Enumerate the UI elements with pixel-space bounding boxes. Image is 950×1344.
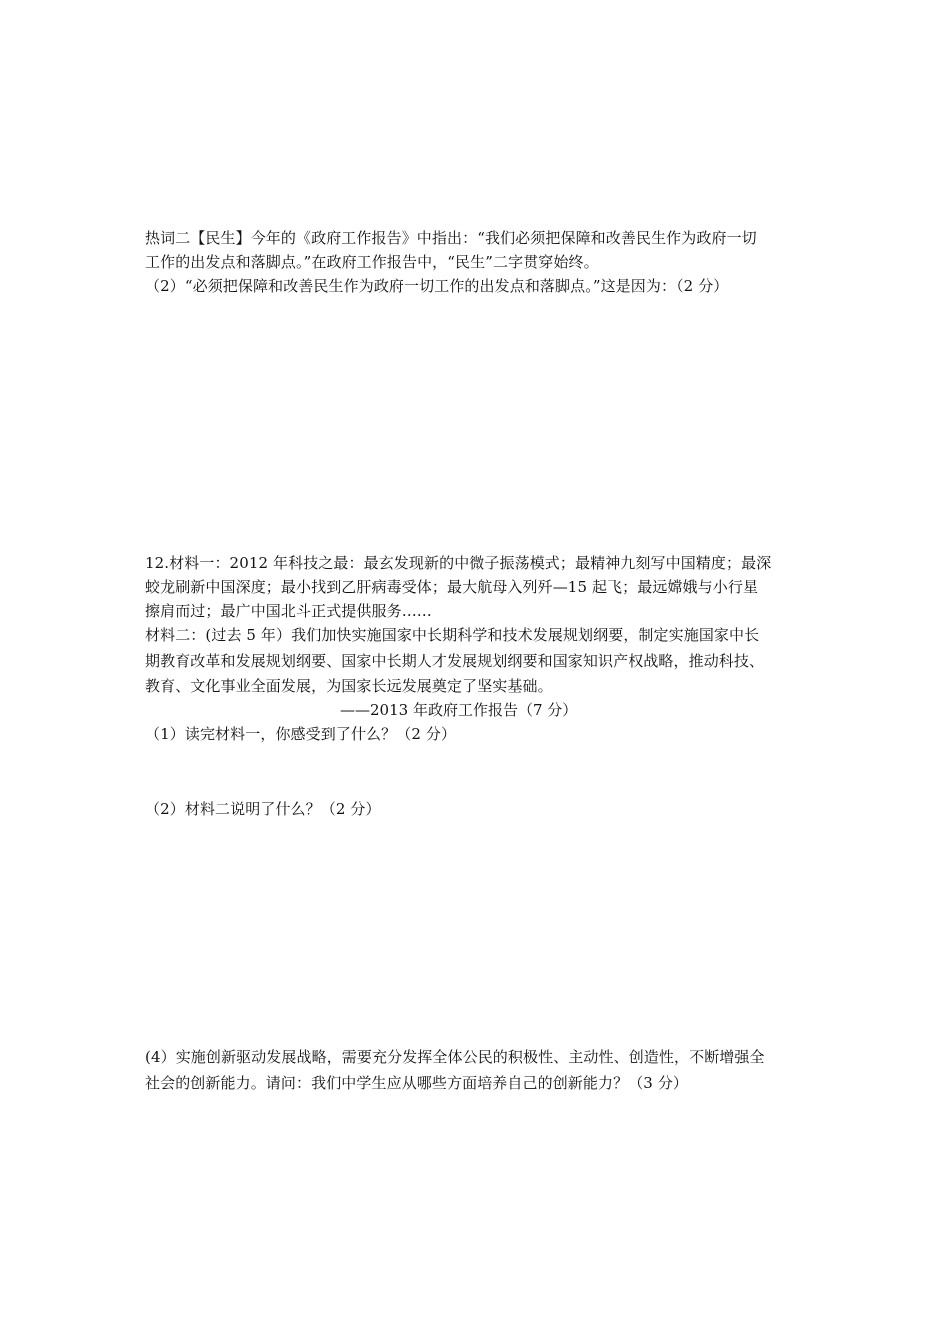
q12-subquestion-4-line2: 社会的创新能力。请问：我们中学生应从哪些方面培养自己的创新能力？（3 分） xyxy=(145,1074,689,1092)
q12-subquestion-4-line1: (4）实施创新驱动发展战略，需要充分发挥全体公民的积极性、主动性、创造性，不断增强全 xyxy=(145,1048,765,1066)
hotword2-text-line1: 热词二【民生】今年的《政府工作报告》中指出：“我们必须把保障和改善民生作为政府一切 xyxy=(145,229,757,247)
hotword2-text-line2: 工作的出发点和落脚点。”在政府工作报告中，“民生”二字贯穿始终。 xyxy=(145,253,599,271)
q12-material1-line1: 12.材料一：2012 年科技之最：最玄发现新的中微子振荡模式；最精神九刻写中国精度；最深 xyxy=(145,554,772,572)
q12-source-citation: ——2013 年政府工作报告（7 分） xyxy=(340,701,578,719)
q12-material2-line2: 期教育改革和发展规划纲要、国家中长期人才发展规划纲要和国家知识产权战略，推动科技、 xyxy=(145,652,765,670)
q12-material1-line2: 蛟龙刷新中国深度；最小找到乙肝病毒受体；最大航母入列歼—15 起飞；最远嫦娥与小行星 xyxy=(145,578,759,596)
q12-material1-line3: 擦肩而过；最广中国北斗正式提供服务…… xyxy=(145,602,432,620)
q12-subquestion-2: （2）材料二说明了什么？（2 分） xyxy=(145,800,381,818)
hotword2-question2: （2）“必须把保障和改善民生作为政府一切工作的出发点和落脚点。”这是因为：（2 分） xyxy=(145,277,729,295)
q12-material2-line3: 教育、文化事业全面发展，为国家长远发展奠定了坚实基础。 xyxy=(145,677,553,695)
q12-subquestion-1: （1）读完材料一，你感受到了什么？（2 分） xyxy=(145,725,457,743)
q12-material2-line1: 材料二：(过去 5 年）我们加快实施国家中长期科学和技术发展规划纲要，制定实施国家中长 xyxy=(145,626,760,644)
